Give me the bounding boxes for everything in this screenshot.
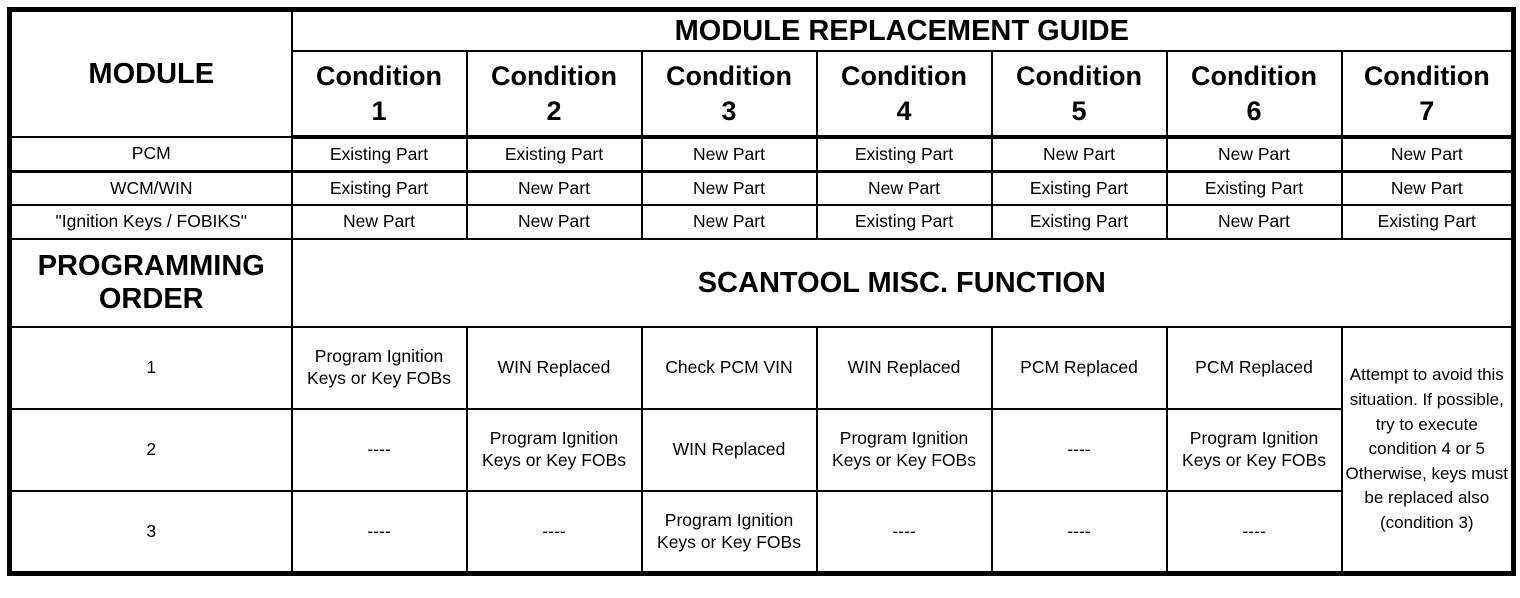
pcm-c5: New Part — [992, 137, 1167, 171]
condition-3-header — [642, 51, 817, 137]
wcm-c4: New Part — [817, 171, 992, 205]
wcm-c6: Existing Part — [1167, 171, 1342, 205]
keys-c5: Existing Part — [992, 205, 1167, 239]
order-2-c4: Program Ignition Keys or Key FOBs — [817, 409, 992, 491]
module-replacement-guide-table — [7, 7, 1516, 576]
condition-7-note: Attempt to avoid this situation. If possible, try to execute condition 4 or 5 Otherwise, keys must be replaced also (condition 3) — [1342, 327, 1514, 573]
condition-1-number: 1 — [371, 95, 387, 126]
order-2-c5: ---- — [992, 409, 1167, 491]
order-2-c2: Program Ignition Keys or Key FOBs — [467, 409, 642, 491]
condition-4-word: Condition — [841, 60, 967, 91]
order-2-label: 2 — [10, 409, 292, 491]
condition-6-header — [1167, 51, 1342, 137]
header-row-title — [10, 10, 1514, 52]
order-2-c1: ---- — [292, 409, 467, 491]
order-3-c1: ---- — [292, 491, 467, 573]
row-order-1 — [10, 327, 1514, 409]
wcm-c7: New Part — [1342, 171, 1514, 205]
pcm-c3: New Part — [642, 137, 817, 171]
condition-2-header — [467, 51, 642, 137]
order-1-c6: PCM Replaced — [1167, 327, 1342, 409]
wcm-win-label: WCM/WIN — [10, 171, 292, 205]
condition-2-number: 2 — [546, 95, 562, 126]
keys-c4: Existing Part — [817, 205, 992, 239]
wcm-c3: New Part — [642, 171, 817, 205]
condition-2-word: Condition — [491, 60, 617, 91]
order-1-c4: WIN Replaced — [817, 327, 992, 409]
order-1-c5: PCM Replaced — [992, 327, 1167, 409]
order-3-label: 3 — [10, 491, 292, 573]
programming-order-header: PROGRAMMING ORDER — [10, 239, 292, 327]
order-3-c6: ---- — [1167, 491, 1342, 573]
condition-3-number: 3 — [721, 95, 737, 126]
keys-c7: Existing Part — [1342, 205, 1514, 239]
condition-6-number: 6 — [1246, 95, 1262, 126]
order-1-c3: Check PCM VIN — [642, 327, 817, 409]
condition-5-number: 5 — [1071, 95, 1087, 126]
module-column-header: MODULE — [10, 10, 292, 138]
wcm-c2: New Part — [467, 171, 642, 205]
condition-6-word: Condition — [1191, 60, 1317, 91]
row-pcm — [10, 137, 1514, 171]
pcm-c7: New Part — [1342, 137, 1514, 171]
condition-4-number: 4 — [896, 95, 912, 126]
condition-7-number: 7 — [1419, 95, 1435, 126]
keys-c2: New Part — [467, 205, 642, 239]
pcm-c4: Existing Part — [817, 137, 992, 171]
keys-c3: New Part — [642, 205, 817, 239]
wcm-c1: Existing Part — [292, 171, 467, 205]
row-order-3 — [10, 491, 1514, 573]
order-3-c4: ---- — [817, 491, 992, 573]
row-ignition-keys — [10, 205, 1514, 239]
order-3-c2: ---- — [467, 491, 642, 573]
order-2-c6: Program Ignition Keys or Key FOBs — [1167, 409, 1342, 491]
row-programming-header — [10, 239, 1514, 327]
table-title: MODULE REPLACEMENT GUIDE — [292, 10, 1514, 52]
condition-7-word: Condition — [1363, 60, 1490, 91]
keys-c1: New Part — [292, 205, 467, 239]
condition-7-header — [1342, 51, 1514, 137]
ignition-keys-label: "Ignition Keys / FOBIKS" — [10, 205, 292, 239]
order-3-c3: Program Ignition Keys or Key FOBs — [642, 491, 817, 573]
wcm-c5: Existing Part — [992, 171, 1167, 205]
pcm-label: PCM — [10, 137, 292, 171]
scantool-function-header: SCANTOOL MISC. FUNCTION — [292, 239, 1514, 327]
row-wcm-win — [10, 171, 1514, 205]
condition-1-word: Condition — [316, 60, 442, 91]
pcm-c1: Existing Part — [292, 137, 467, 171]
row-order-2 — [10, 409, 1514, 491]
condition-5-header — [992, 51, 1167, 137]
order-1-label: 1 — [10, 327, 292, 409]
keys-c6: New Part — [1167, 205, 1342, 239]
condition-4-header — [817, 51, 992, 137]
pcm-c2: Existing Part — [467, 137, 642, 171]
condition-3-word: Condition — [666, 60, 792, 91]
order-3-c5: ---- — [992, 491, 1167, 573]
order-2-c3: WIN Replaced — [642, 409, 817, 491]
condition-5-word: Condition — [1016, 60, 1142, 91]
order-1-c1: Program Ignition Keys or Key FOBs — [292, 327, 467, 409]
order-1-c2: WIN Replaced — [467, 327, 642, 409]
condition-1-header — [292, 51, 467, 137]
pcm-c6: New Part — [1167, 137, 1342, 171]
